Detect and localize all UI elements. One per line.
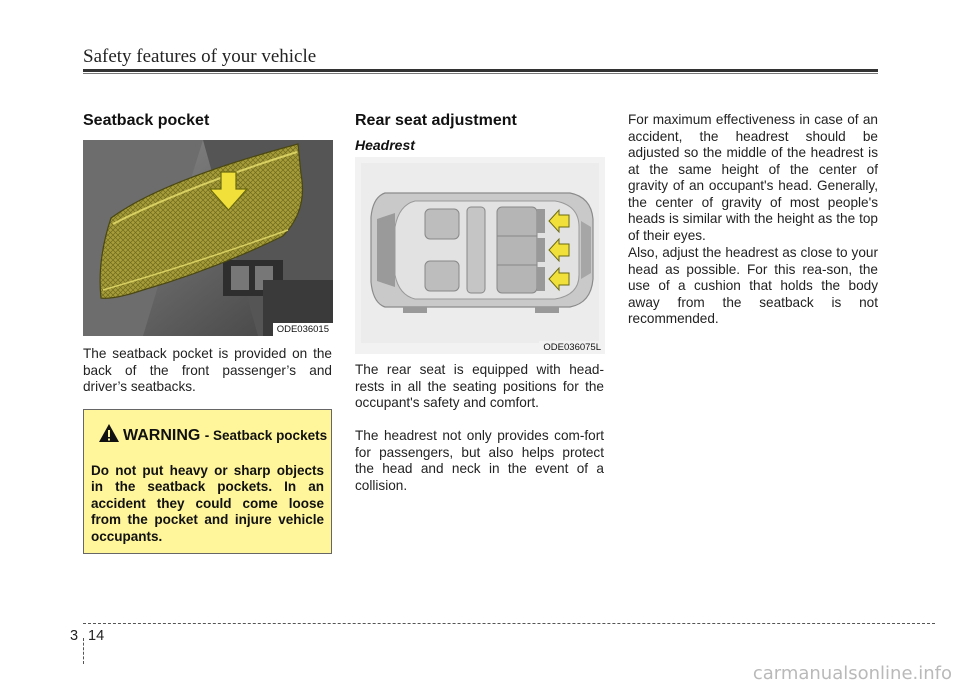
warning-title-row — [98, 423, 328, 445]
header-title: Safety features of your vehicle — [83, 46, 317, 67]
chapter-number: 3 — [70, 628, 79, 644]
headrest-adjust-text-1: For maximum effectiveness in case of an accident, the headrest should be adjusted so the middle of the headrest is at the same height of the center of gravity of an occupant's head. Generally, the center of gravity of most people's heads is similar with the height as the top of their eyes. — [628, 112, 878, 243]
watermark: carmanualsonline.info — [752, 663, 952, 684]
warning-body: Do not put heavy or sharp objects in the seatback pockets. In an accident they could come loose from the pocket and injure vehicle occupants. — [91, 463, 324, 544]
warning-title: WARNING — [123, 427, 201, 444]
seatback-pocket-illustration — [83, 140, 333, 336]
header-rule-thin — [83, 73, 878, 74]
headrest-subheading: Headrest — [355, 137, 415, 153]
rear-seat-text-1: The rear seat is equipped with head-rests in all the seating positions for the occupant's safety and comfort. — [355, 362, 604, 410]
seatback-pocket-heading: Seatback pocket — [83, 112, 210, 129]
warning-box — [83, 409, 332, 554]
seatback-pocket-photo — [83, 140, 333, 336]
rear-seat-heading: Rear seat adjustment — [355, 112, 517, 129]
page-number: 14 — [88, 628, 105, 644]
footer-rule — [83, 623, 935, 624]
car-top-view — [355, 157, 605, 354]
warning-triangle-icon — [98, 423, 120, 443]
rear-seat-text-2: The headrest not only provides com-fort for passengers, but also helps protect the head and neck in the event of a collision. — [355, 428, 604, 493]
car-illustration-caption: ODE036075L — [539, 341, 605, 354]
seatback-pocket-text: The seatback pocket is provided on the back of the front passenger’s and driver’s seatbacks. — [83, 346, 332, 394]
rear-seat-car-illustration — [355, 157, 605, 354]
seatback-photo-caption: ODE036015 — [273, 323, 333, 336]
footer-divider — [83, 638, 84, 664]
header-rule — [83, 69, 878, 72]
headrest-adjust-text-2: Also, adjust the headrest as close to your head as possible. For this rea-son, the use of a cushion that holds the body away from the seatback is not recommended. — [628, 245, 878, 326]
warning-subtitle: - Seatback pockets — [204, 428, 328, 443]
